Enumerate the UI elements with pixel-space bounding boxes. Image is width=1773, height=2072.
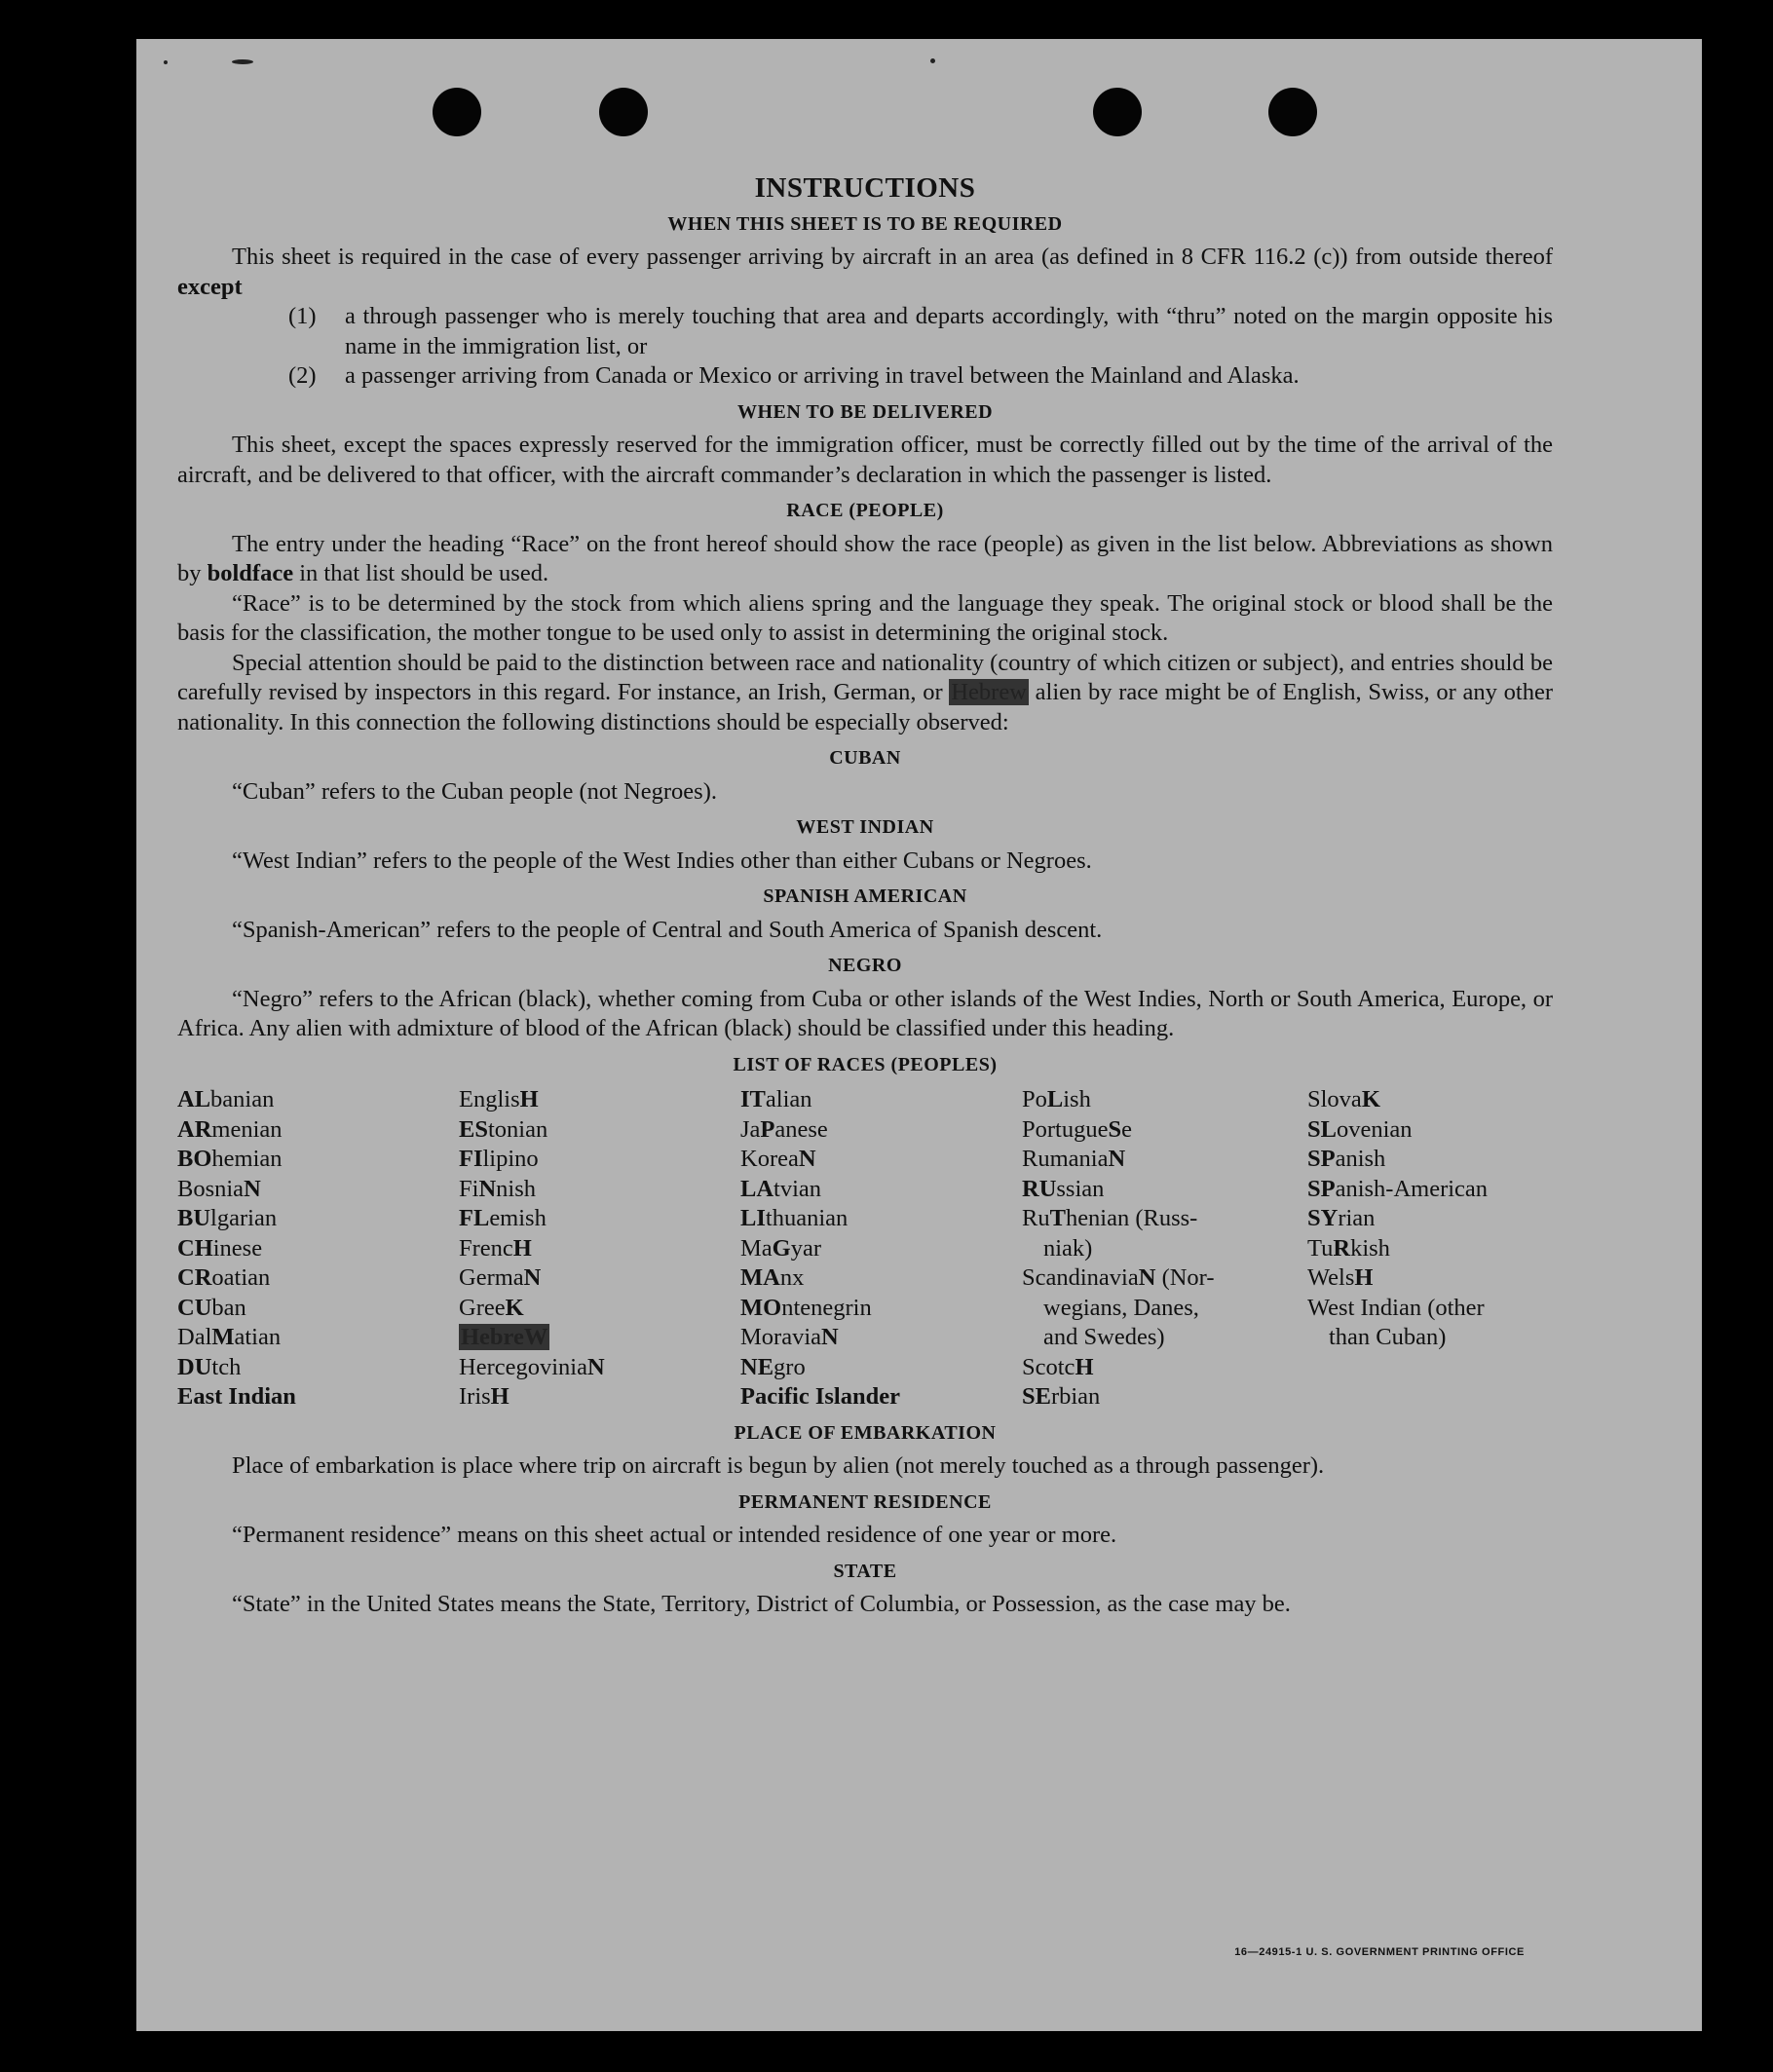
- race-paragraph-3: Special attention should be paid to the distinction between race and nationality (country of which citizen or subject), and entries should be carefully revised by inspectors in this regard. For instance, an Irish, German, or Hebrew alien by race might be of English, Swiss, or any other nationality. In this connection the following distinctions should be especially observed:: [177, 649, 1554, 735]
- race-entry: KoreaN: [740, 1146, 816, 1172]
- west-indian-text: “West Indian” refers to the people of the West Indies other than either Cubans or Negroes.: [232, 847, 1092, 874]
- scan-speck: [232, 59, 253, 64]
- race-entry: SLovenian: [1307, 1115, 1413, 1143]
- exception-item-2-text: a passenger arriving from Canada or Mexico or arriving in travel between the Mainland and Alaska.: [345, 362, 1300, 389]
- heading-when-delivered: WHEN TO BE DELIVERED: [736, 400, 994, 423]
- race-entry: NEgro: [740, 1353, 806, 1380]
- negro-text: “Negro” refers to the African (black), whether coming from Cuba or other islands of the West Indies, North or South America, Europe, or Africa. Any alien with admixture of blood of the African (black) should be classified under this heading.: [177, 985, 1553, 1041]
- race-entry: CUban: [177, 1294, 246, 1321]
- cuban-text: “Cuban” refers to the Cuban people (not Negroes).: [232, 777, 717, 805]
- race-entry: [459, 1323, 740, 1353]
- race-entry: FrencH: [459, 1234, 532, 1262]
- race-paragraph-1: The entry under the heading “Race” on the front hereof should show the race (people) as given in the list below. Abbreviations as shown by boldface in that list should be used.: [177, 530, 1553, 586]
- race-entry: RuThenian (Russ-: [1022, 1205, 1198, 1231]
- race-entry: BOhemian: [177, 1146, 283, 1172]
- heading-west-indian: WEST INDIAN: [796, 816, 934, 838]
- race-entry: DalMatian: [177, 1324, 282, 1350]
- race-entry: ALbanian: [177, 1086, 275, 1112]
- race-entry: IrisH: [459, 1383, 509, 1410]
- race-entry: Pacific Islander: [740, 1383, 900, 1410]
- redacted-word: Hebrew: [951, 679, 1027, 705]
- race-paragraph-2: “Race” is to be determined by the stock from which aliens spring and the language they speak. The original stock or blood shall be the basis for the classification, the mother tongue to be used only to assist in determining the original stock.: [177, 589, 1553, 646]
- race-entry: SYrian: [1307, 1205, 1376, 1231]
- race-entry: PortugueSe: [1022, 1115, 1132, 1143]
- race-entry: BosniaN: [177, 1175, 261, 1202]
- heading-when-required: WHEN THIS SHEET IS TO BE REQUIRED: [667, 212, 1063, 235]
- scan-speck: [930, 58, 935, 63]
- race-entry: EStonian: [459, 1115, 548, 1143]
- race-entry: FiNnish: [459, 1175, 536, 1202]
- race-entry: MaGyar: [740, 1234, 822, 1262]
- heading-cuban: CUBAN: [829, 747, 901, 769]
- race-entry: CHinese: [177, 1234, 263, 1262]
- race-entry: FLemish: [459, 1205, 547, 1231]
- race-entry: SPanish: [1307, 1146, 1386, 1172]
- race-column-5: [1307, 1085, 1553, 1413]
- when-delivered-text: This sheet, except the spaces expressly reserved for the immigration officer, must be correctly filled out by the time of the arrival of the aircraft, and be delivered to that officer, with the aircraft commander’s declaration in which the passenger is listed.: [177, 432, 1553, 488]
- heading-spanish-american: SPANISH AMERICAN: [763, 885, 967, 907]
- race-entry: DUtch: [177, 1353, 242, 1380]
- race-entry: niak): [1043, 1234, 1093, 1262]
- instructions-content: [177, 173, 1553, 1620]
- race-entry: wegians, Danes,: [1043, 1294, 1199, 1321]
- race-column-3: [740, 1085, 1022, 1413]
- race-entry: ScotcH: [1022, 1353, 1094, 1380]
- race-entry: FIlipino: [459, 1146, 539, 1172]
- when-required-intro: This sheet is required in the case of every passenger arriving by aircraft in an area (as defined in 8 CFR 116.2 (c)) from outside thereof except: [177, 244, 1553, 300]
- heading-negro: NEGRO: [828, 955, 902, 976]
- race-entry: GermaN: [459, 1264, 542, 1291]
- race-entry: East Indian: [177, 1383, 296, 1410]
- heading-race: RACE (PEOPLE): [786, 500, 944, 521]
- page-title: INSTRUCTIONS: [754, 172, 976, 204]
- printing-office-code: 16—24915-1 U. S. GOVERNMENT PRINTING OFFICE: [1234, 1946, 1525, 1958]
- exception-item-1: [288, 302, 1553, 361]
- spanish-american-text: “Spanish-American” refers to the people of Central and South America of Spanish descent.: [232, 916, 1103, 943]
- race-entry: SlovaK: [1307, 1086, 1380, 1112]
- race-entry: HercegoviniaN: [459, 1353, 605, 1380]
- race-entry: BUlgarian: [177, 1205, 278, 1231]
- heading-state: STATE: [833, 1560, 897, 1582]
- race-entry: RumaniaN: [1022, 1146, 1126, 1172]
- heading-list-of-races: LIST OF RACES (PEOPLES): [733, 1053, 998, 1075]
- race-entry: WelsH: [1307, 1264, 1374, 1291]
- state-text: “State” in the United States means the State, Territory, District of Columbia, or Possession, as the case may be.: [232, 1591, 1291, 1617]
- embarkation-text: Place of embarkation is place where trip on aircraft is begun by alien (not merely touched as a through passenger).: [232, 1452, 1325, 1479]
- race-column-4: [1022, 1085, 1307, 1413]
- exception-item-1-text: a through passenger who is merely touching that area and departs accordingly, with “thru” noted on the margin opposite his name in the immigration list, or: [345, 303, 1553, 359]
- race-entry: GreeK: [459, 1294, 524, 1321]
- race-entry: PoLish: [1022, 1086, 1091, 1112]
- punch-hole-2: [599, 88, 648, 136]
- punch-hole-1: [433, 88, 481, 136]
- punch-hole-3: [1093, 88, 1142, 136]
- punch-hole-4: [1268, 88, 1317, 136]
- exception-item-2: [288, 361, 1553, 392]
- scan-speck: [164, 60, 168, 64]
- race-entry: EnglisH: [459, 1086, 539, 1112]
- race-entry: TuRkish: [1307, 1234, 1390, 1262]
- heading-permanent-residence: PERMANENT RESIDENCE: [738, 1490, 992, 1513]
- race-entry: MOntenegrin: [740, 1294, 872, 1321]
- exception-item-1-number: (1): [288, 303, 317, 329]
- race-entry: CRoatian: [177, 1264, 271, 1291]
- race-entry: MoraviaN: [740, 1324, 839, 1350]
- race-entry: West Indian (other: [1307, 1294, 1485, 1321]
- race-entry: JaPanese: [740, 1115, 828, 1143]
- race-entry: and Swedes): [1043, 1324, 1165, 1350]
- exception-item-2-number: (2): [288, 362, 317, 389]
- document-sheet: [136, 39, 1702, 2031]
- race-list: [177, 1085, 1553, 1413]
- race-entry: than Cuban): [1329, 1324, 1447, 1350]
- race-entry: ARmenian: [177, 1115, 283, 1143]
- race-column-2: [459, 1085, 740, 1413]
- race-entry: ITalian: [740, 1086, 812, 1112]
- race-entry: MAnx: [740, 1264, 805, 1291]
- race-entry: SPanish-American: [1307, 1175, 1489, 1202]
- redacted-word: HebreW: [461, 1324, 548, 1350]
- permanent-residence-text: “Permanent residence” means on this sheet actual or intended residence of one year or more.: [232, 1522, 1117, 1548]
- race-entry: SErbian: [1022, 1383, 1101, 1410]
- race-column-1: [177, 1085, 459, 1413]
- heading-embarkation: PLACE OF EMBARKATION: [734, 1421, 997, 1444]
- race-entry: LIthuanian: [740, 1205, 849, 1231]
- race-entry: RUssian: [1022, 1175, 1105, 1202]
- race-entry: ScandinaviaN (Nor-: [1022, 1264, 1215, 1291]
- race-entry: LAtvian: [740, 1175, 822, 1202]
